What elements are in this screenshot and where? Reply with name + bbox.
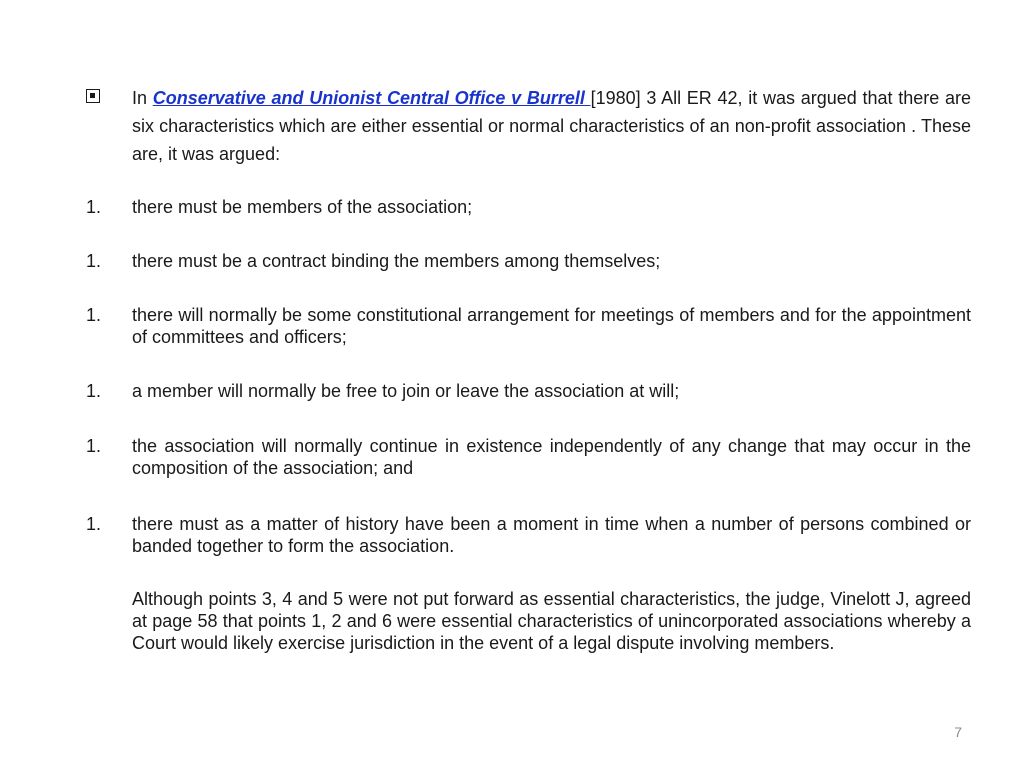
list-item: [86, 196, 971, 218]
list-item-number: 1.: [86, 381, 102, 401]
list-item-number: 1.: [86, 305, 102, 325]
list-item: [86, 250, 971, 272]
intro-rest: [1980] 3 All ER 42, it was argued that there are six characteristics which are either essential or normal characteristics of an non-profit association . These are, it was argued:: [132, 88, 971, 164]
conclusion-paragraph: Although points 3, 4 and 5 were not put forward as essential characteristics, the judge, Vinelott J, agreed at page 58 that points 1, 2 and 6 were essential characteristics of unincorporated associations whereby a Court would likely exercise jurisdiction in the event of a legal dispute involving members.: [132, 589, 971, 653]
list-item: [86, 380, 971, 402]
page-number: 7: [954, 724, 962, 740]
intro-text: [132, 84, 971, 168]
list-item-text: a member will normally be free to join or leave the association at will;: [132, 381, 680, 401]
list-item-text: the association will normally continue in existence independently of any change that may occur in the composition of the association; and: [132, 436, 971, 478]
list-item: [86, 304, 971, 348]
list-item-number: 1.: [86, 197, 102, 217]
list-item-text: there must be members of the association;: [132, 197, 473, 217]
list-item: [86, 435, 971, 479]
intro-paragraph: [86, 84, 971, 168]
list-item-text: there must as a matter of history have been a moment in time when a number of persons combined or banded together to form the association.: [132, 514, 971, 556]
list-item-number: 1.: [86, 436, 102, 456]
list-item-number: 1.: [86, 514, 102, 534]
list-item-text: there must be a contract binding the members among themselves;: [132, 251, 661, 271]
list-item: [86, 513, 971, 557]
intro-prefix: In: [132, 88, 153, 108]
list-item-text: there will normally be some constitutional arrangement for meetings of members and for the appointment of committees and officers;: [132, 305, 971, 347]
list-item-number: 1.: [86, 251, 102, 271]
square-bullet-icon: [86, 89, 100, 103]
case-citation-link[interactable]: Conservative and Unionist Central Office v Burrell: [152, 88, 591, 108]
